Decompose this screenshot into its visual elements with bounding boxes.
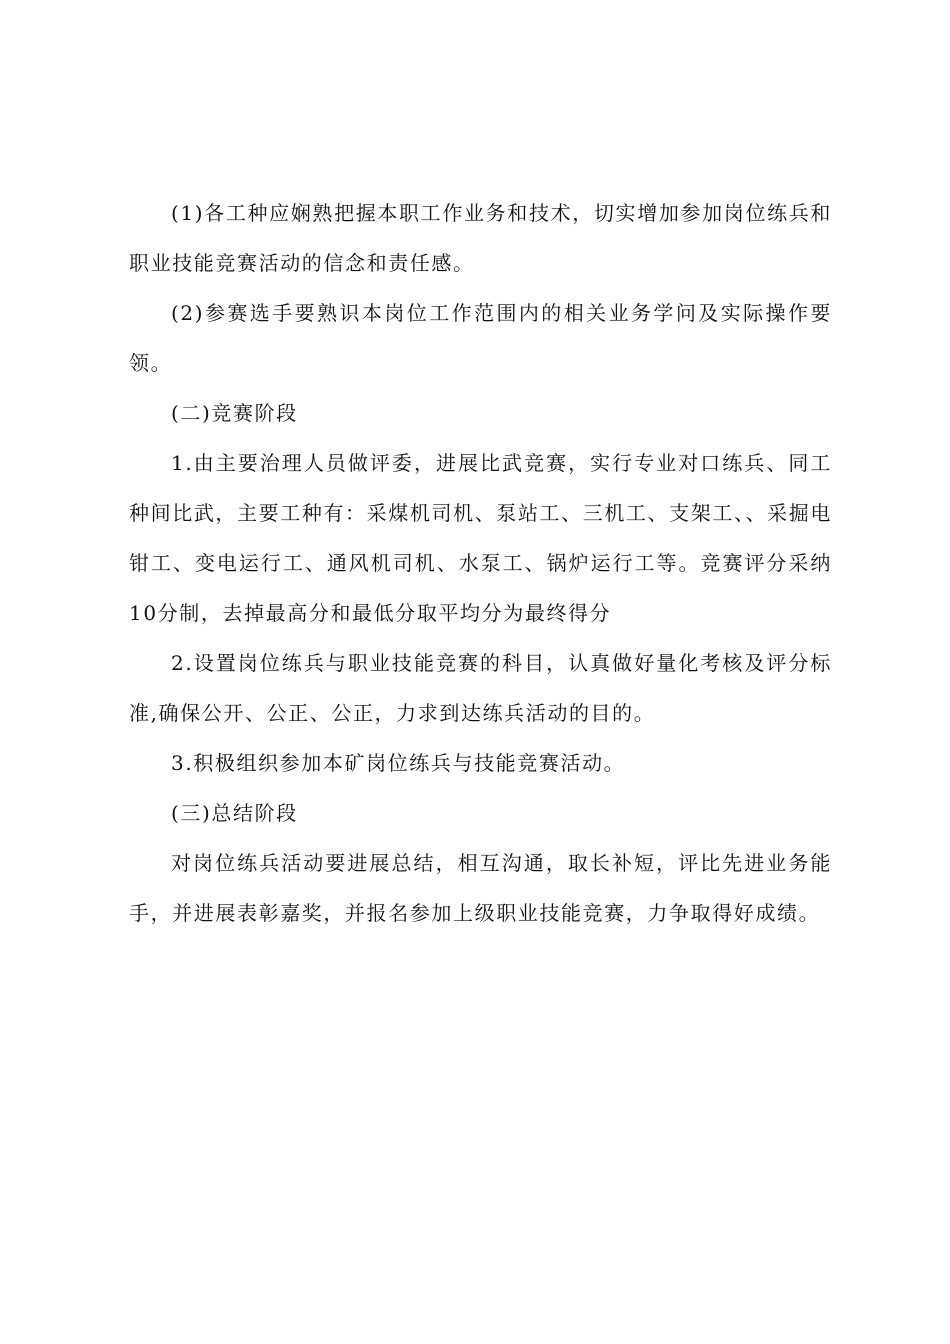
stage-item-3: 3.积极组织参加本矿岗位练兵与技能竞赛活动。 [171, 751, 626, 775]
prep-item-1: (1)各工种应娴熟把握本职工作业务和技术，切实增加参加岗位练兵和职业技能竞赛活动的信念和责任感。 [129, 201, 832, 275]
section-3-heading: (三)总结阶段 [171, 801, 298, 825]
summary-paragraph: 对岗位练兵活动要进展总结，相互沟通，取长补短，评比先进业务能手，并进展表彰嘉奖，并报名参加上级职业技能竞赛，力争取得好成绩。 [129, 851, 832, 925]
stage-item-1: 1.由主要治理人员做评委，进展比武竞赛，实行专业对口练兵、同工种间比武，主要工种有：采煤机司机、泵站工、三机工、支架工、、采掘电钳工、变电运行工、通风机司机、水泵工、锅炉运行工等。竞赛评分采纳10分制，去掉最高分和最低分取平均分为最终得分 [129, 451, 832, 625]
document-page [129, 188, 832, 938]
section-2-heading: (二)竞赛阶段 [171, 401, 298, 425]
stage-item-2: 2.设置岗位练兵与职业技能竞赛的科目，认真做好量化考核及评分标准,确保公开、公正、公正，力求到达练兵活动的目的。 [129, 651, 832, 725]
prep-item-2: (2)参赛选手要熟识本岗位工作范围内的相关业务学问及实际操作要领。 [129, 301, 832, 375]
